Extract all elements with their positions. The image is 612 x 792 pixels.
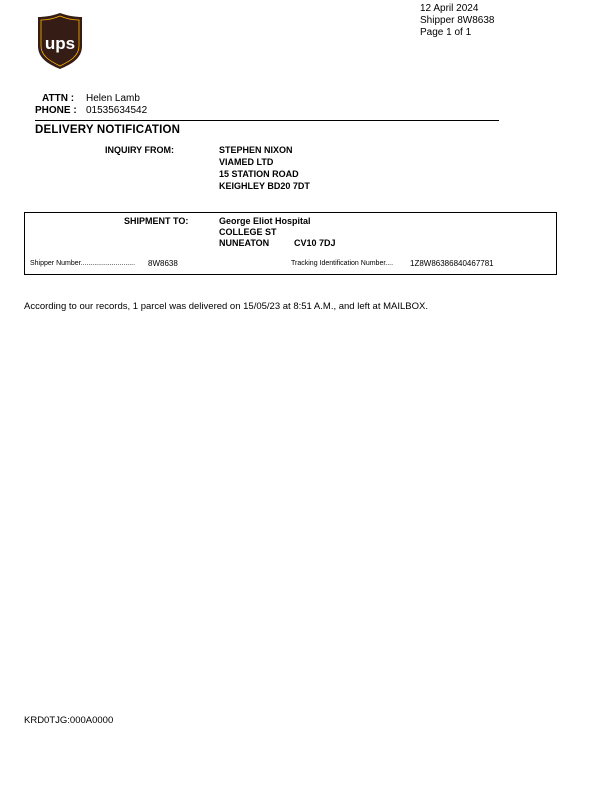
phone-label: PHONE : — [35, 105, 77, 116]
ups-logo — [37, 12, 83, 70]
delivery-message: According to our records, 1 parcel was delivered on 15/05/23 at 8:51 A.M., and left at MAILBOX. — [24, 301, 428, 312]
shipment-name: George Eliot Hospital — [219, 216, 311, 226]
attn-value: Helen Lamb — [86, 93, 140, 104]
inquiry-line: STEPHEN NIXON — [219, 145, 293, 155]
shipper-number-label: Shipper Number............................ — [30, 260, 136, 267]
attn-label: ATTN : — [42, 93, 75, 104]
shipment-postcode: CV10 7DJ — [294, 238, 336, 248]
ups-shield-icon — [37, 12, 83, 70]
header-divider — [35, 120, 499, 121]
svg-text:ups: ups — [44, 34, 76, 53]
tracking-label: Tracking Identification Number.... — [291, 260, 394, 267]
inquiry-line: VIAMED LTD — [219, 157, 274, 167]
tracking-number: 1Z8W86386840467781 — [410, 259, 494, 268]
inquiry-label: INQUIRY FROM: — [105, 145, 174, 155]
report-date: 12 April 2024 — [420, 3, 479, 14]
document-code: KRD0TJG:000A0000 — [24, 715, 114, 726]
shipment-label: SHIPMENT TO: — [124, 216, 189, 226]
inquiry-line: 15 STATION ROAD — [219, 169, 299, 179]
inquiry-line: KEIGHLEY BD20 7DT — [219, 181, 310, 191]
page-indicator: Page 1 of 1 — [420, 27, 472, 38]
page-title: DELIVERY NOTIFICATION — [35, 124, 181, 136]
shipment-street: COLLEGE ST — [219, 227, 277, 237]
phone-value: 01535634542 — [86, 105, 148, 116]
shipper-reference: Shipper 8W8638 — [420, 15, 495, 26]
shipper-number: 8W8638 — [148, 259, 178, 268]
shipment-city: NUNEATON — [219, 238, 270, 248]
